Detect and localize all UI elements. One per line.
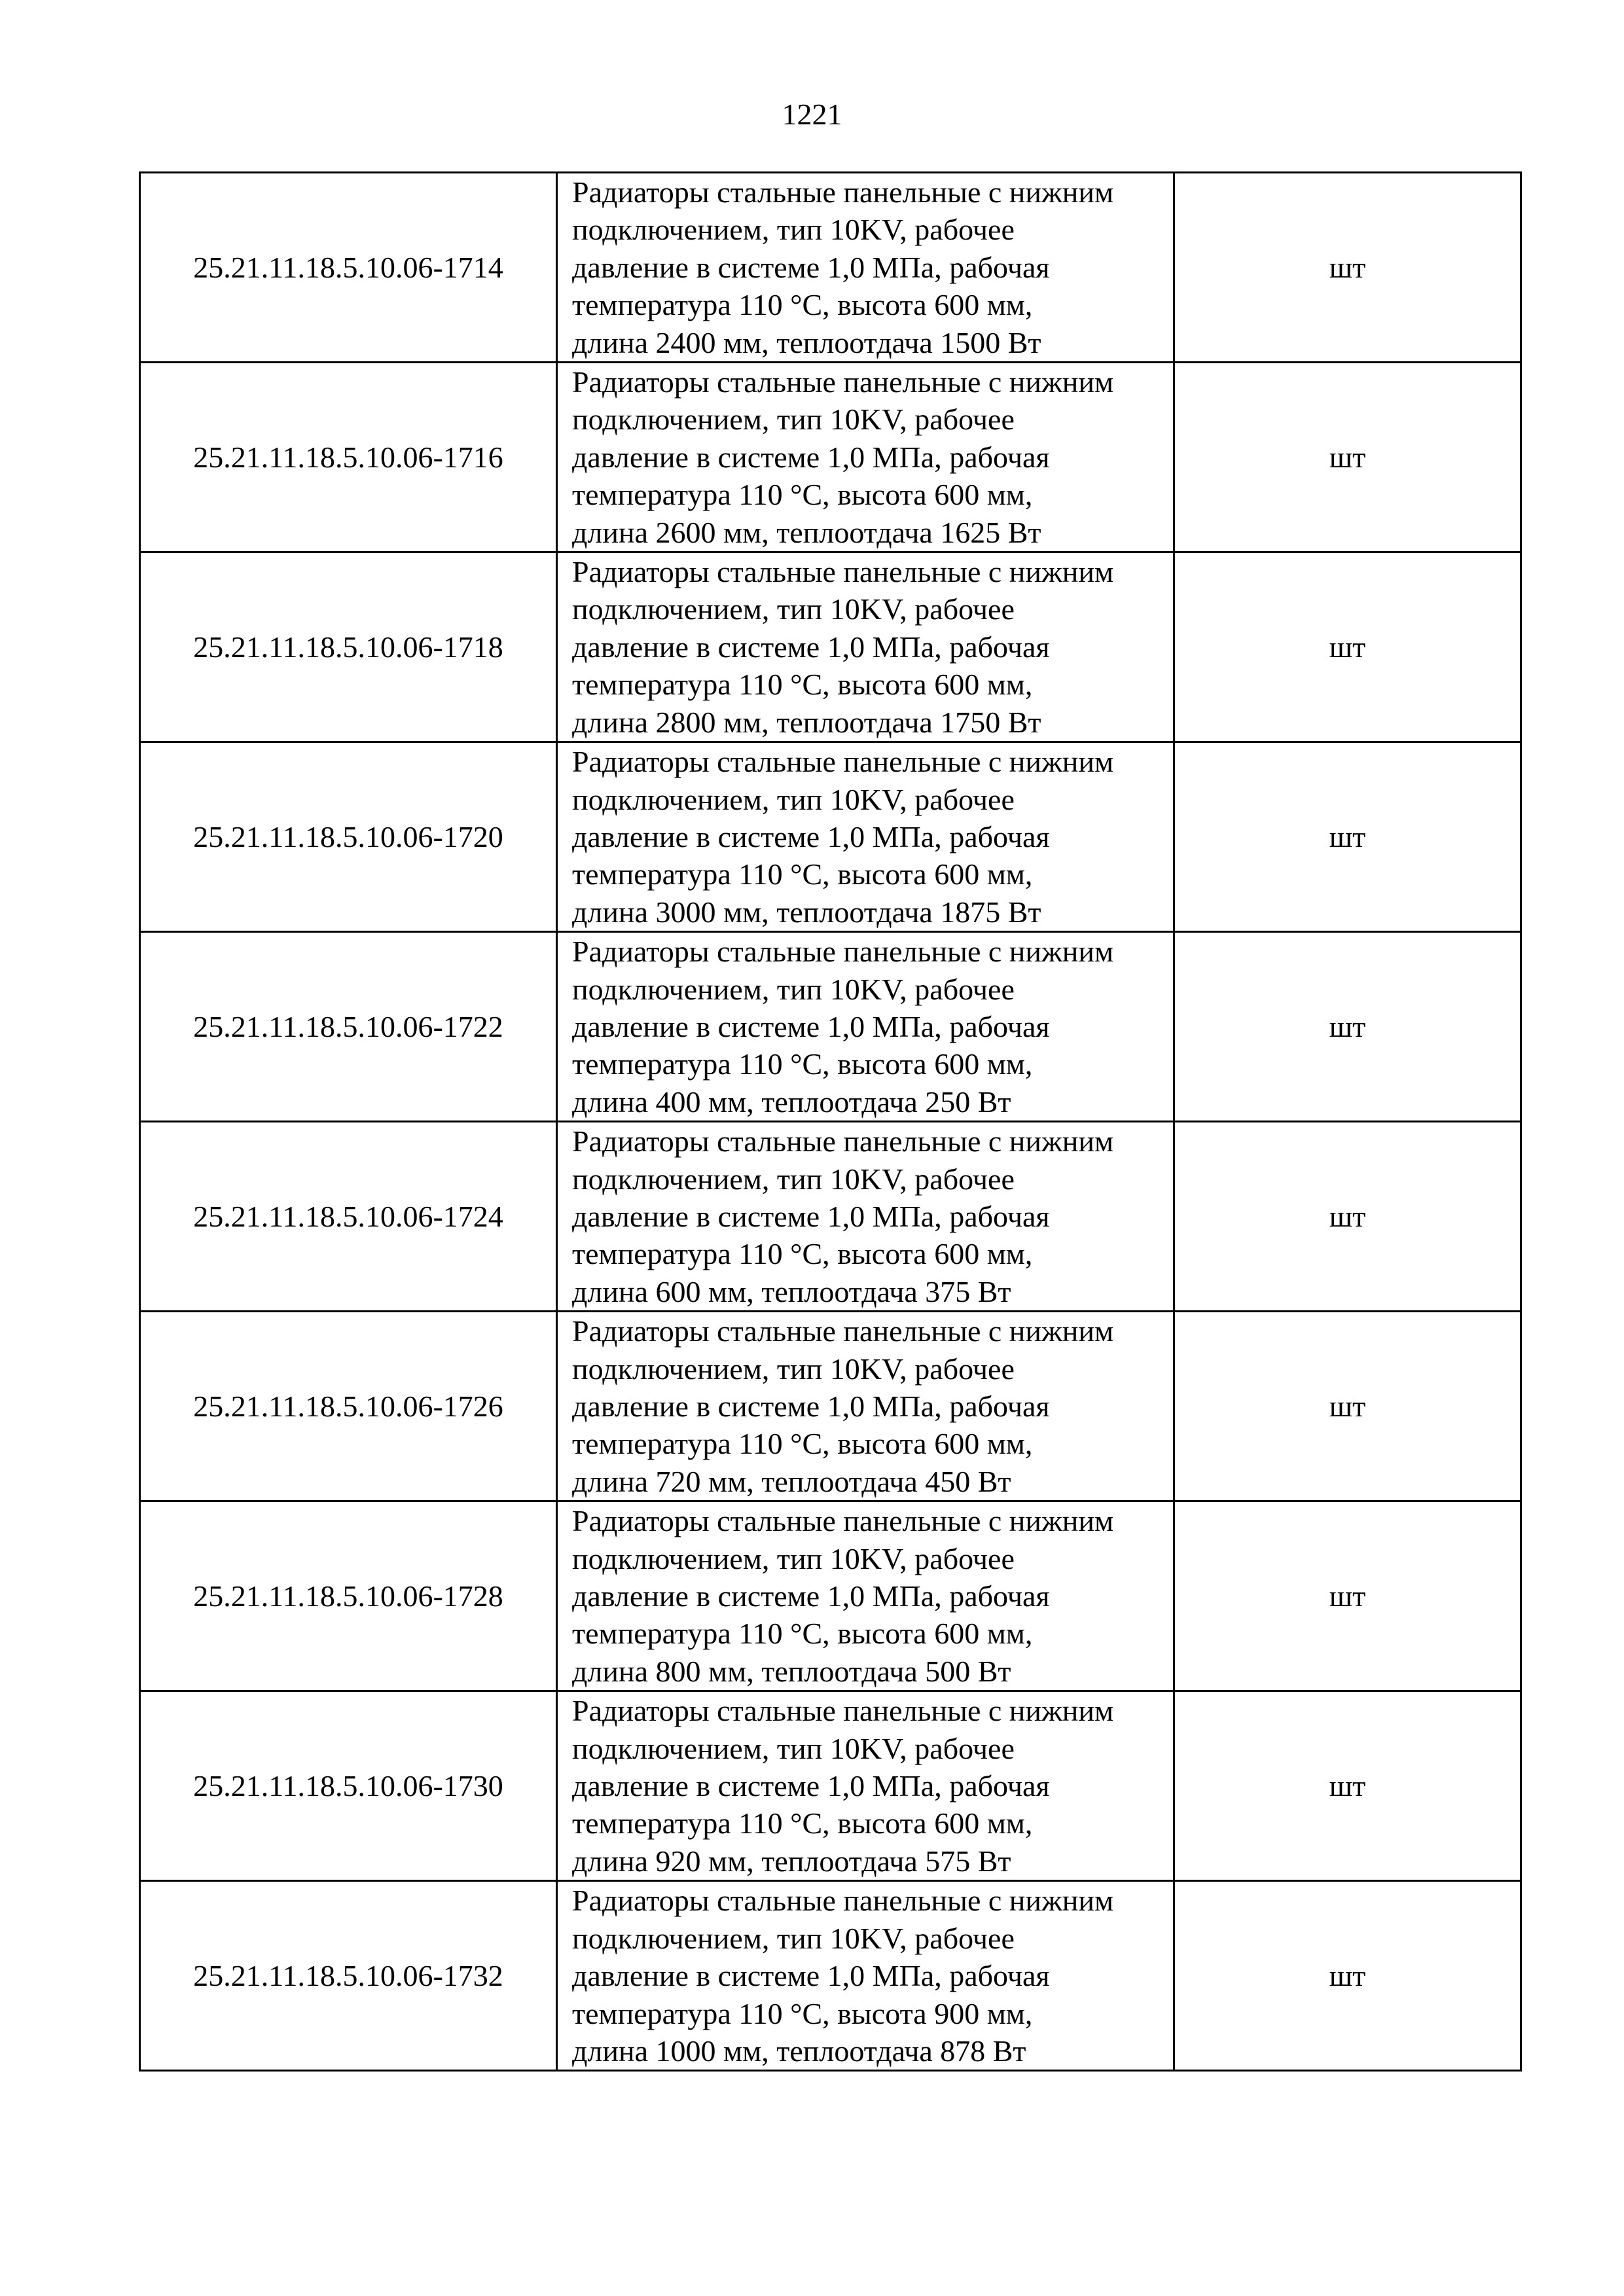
description-line: длина 2600 мм, теплоотдача 1625 Вт (572, 515, 1041, 549)
description-line: длина 2800 мм, теплоотдача 1750 Вт (572, 705, 1041, 739)
unit-cell: шт (1174, 742, 1521, 932)
description-line: длина 600 мм, теплоотдача 375 Вт (572, 1274, 1011, 1308)
description-line: Радиаторы стальные панельные с нижним (572, 1884, 1114, 1918)
description-line: температура 110 °С, высота 900 мм, (572, 1996, 1033, 2030)
description-line: Радиаторы стальные панельные с нижним (572, 745, 1114, 779)
description-line: подключением, тип 10KV, рабочее (572, 592, 1015, 626)
resource-code-cell: 25.21.11.18.5.10.06-1722 (140, 932, 557, 1122)
unit-cell: шт (1174, 1312, 1521, 1501)
table-body (140, 173, 1521, 2071)
unit-cell: шт (1174, 1501, 1521, 1691)
description-line: Радиаторы стальные панельные с нижним (572, 365, 1114, 399)
description-line: температура 110 °С, высота 600 мм, (572, 668, 1033, 702)
description-line: температура 110 °С, высота 600 мм, (572, 478, 1033, 512)
table-row (140, 1122, 1521, 1312)
description-cell (557, 1881, 1174, 2071)
description-line: Радиаторы стальные панельные с нижним (572, 935, 1114, 969)
table-row (140, 173, 1521, 363)
resource-code-cell: 25.21.11.18.5.10.06-1718 (140, 552, 557, 742)
description-line: давление в системе 1,0 МПа, рабочая (572, 630, 1050, 664)
description-line: Радиаторы стальные панельные с нижним (572, 1124, 1114, 1158)
description-line: температура 110 °С, высота 600 мм, (572, 1237, 1033, 1271)
description-line: Радиаторы стальные панельные с нижним (572, 1314, 1114, 1348)
description-cell (557, 173, 1174, 363)
description-line: температура 110 °С, высота 600 мм, (572, 1427, 1033, 1461)
description-line: давление в системе 1,0 МПа, рабочая (572, 250, 1050, 284)
table-row (140, 1501, 1521, 1691)
resource-code-cell: 25.21.11.18.5.10.06-1724 (140, 1122, 557, 1312)
description-line: давление в системе 1,0 МПа, рабочая (572, 1959, 1050, 1993)
page-number: 1221 (782, 98, 842, 131)
price-table (139, 171, 1522, 2072)
description-cell (557, 552, 1174, 742)
description-cell (557, 1312, 1174, 1501)
table-row (140, 742, 1521, 932)
description-line: Радиаторы стальные панельные с нижним (572, 1694, 1114, 1728)
unit-cell: шт (1174, 932, 1521, 1122)
resource-code-cell: 25.21.11.18.5.10.06-1720 (140, 742, 557, 932)
description-line: длина 800 мм, теплоотдача 500 Вт (572, 1654, 1011, 1688)
description-cell (557, 1122, 1174, 1312)
description-line: подключением, тип 10KV, рабочее (572, 1541, 1015, 1575)
description-line: подключением, тип 10KV, рабочее (572, 1162, 1015, 1196)
table-row (140, 1881, 1521, 2071)
description-line: подключением, тип 10KV, рабочее (572, 403, 1015, 437)
description-line: давление в системе 1,0 МПа, рабочая (572, 1769, 1050, 1803)
description-cell (557, 1691, 1174, 1881)
description-line: температура 110 °С, высота 600 мм, (572, 1617, 1033, 1651)
description-line: длина 2400 мм, теплоотдача 1500 Вт (572, 325, 1041, 359)
resource-code-cell: 25.21.11.18.5.10.06-1732 (140, 1881, 557, 2071)
unit-cell: шт (1174, 173, 1521, 363)
description-cell (557, 1501, 1174, 1691)
description-line: подключением, тип 10KV, рабочее (572, 972, 1015, 1006)
resource-code-cell: 25.21.11.18.5.10.06-1716 (140, 363, 557, 552)
unit-cell: шт (1174, 552, 1521, 742)
table-row (140, 552, 1521, 742)
table-row (140, 363, 1521, 552)
unit-cell: шт (1174, 1122, 1521, 1312)
description-line: длина 720 мм, теплоотдача 450 Вт (572, 1464, 1011, 1498)
unit-cell: шт (1174, 1691, 1521, 1881)
description-line: давление в системе 1,0 МПа, рабочая (572, 819, 1050, 853)
table-row (140, 932, 1521, 1122)
description-line: Радиаторы стальные панельные с нижним (572, 555, 1114, 589)
description-line: подключением, тип 10KV, рабочее (572, 1352, 1015, 1386)
description-line: длина 1000 мм, теплоотдача 878 Вт (572, 2034, 1026, 2068)
resource-code-cell: 25.21.11.18.5.10.06-1714 (140, 173, 557, 363)
description-line: подключением, тип 10KV, рабочее (572, 1731, 1015, 1765)
unit-cell: шт (1174, 363, 1521, 552)
description-line: подключением, тип 10KV, рабочее (572, 1921, 1015, 1955)
description-cell (557, 742, 1174, 932)
description-line: Радиаторы стальные панельные с нижним (572, 175, 1114, 209)
description-line: температура 110 °С, высота 600 мм, (572, 288, 1033, 322)
unit-cell: шт (1174, 1881, 1521, 2071)
description-line: давление в системе 1,0 МПа, рабочая (572, 1390, 1050, 1423)
table-row (140, 1691, 1521, 1881)
table-row (140, 1312, 1521, 1501)
description-cell (557, 932, 1174, 1122)
description-line: давление в системе 1,0 МПа, рабочая (572, 440, 1050, 474)
description-line: давление в системе 1,0 МПа, рабочая (572, 1579, 1050, 1613)
description-cell (557, 363, 1174, 552)
description-line: давление в системе 1,0 МПа, рабочая (572, 1199, 1050, 1233)
description-line: температура 110 °С, высота 600 мм, (572, 1047, 1033, 1081)
description-line: температура 110 °С, высота 600 мм, (572, 857, 1033, 891)
description-line: Радиаторы стальные панельные с нижним (572, 1504, 1114, 1538)
description-line: давление в системе 1,0 МПа, рабочая (572, 1009, 1050, 1043)
description-line: температура 110 °С, высота 600 мм, (572, 1806, 1033, 1840)
description-line: длина 920 мм, теплоотдача 575 Вт (572, 1844, 1011, 1878)
description-line: подключением, тип 10KV, рабочее (572, 782, 1015, 816)
resource-code-cell: 25.21.11.18.5.10.06-1730 (140, 1691, 557, 1881)
description-line: длина 400 мм, теплоотдача 250 Вт (572, 1085, 1011, 1119)
description-line: длина 3000 мм, теплоотдача 1875 Вт (572, 895, 1041, 929)
resource-code-cell: 25.21.11.18.5.10.06-1728 (140, 1501, 557, 1691)
resource-code-cell: 25.21.11.18.5.10.06-1726 (140, 1312, 557, 1501)
description-line: подключением, тип 10KV, рабочее (572, 213, 1015, 247)
